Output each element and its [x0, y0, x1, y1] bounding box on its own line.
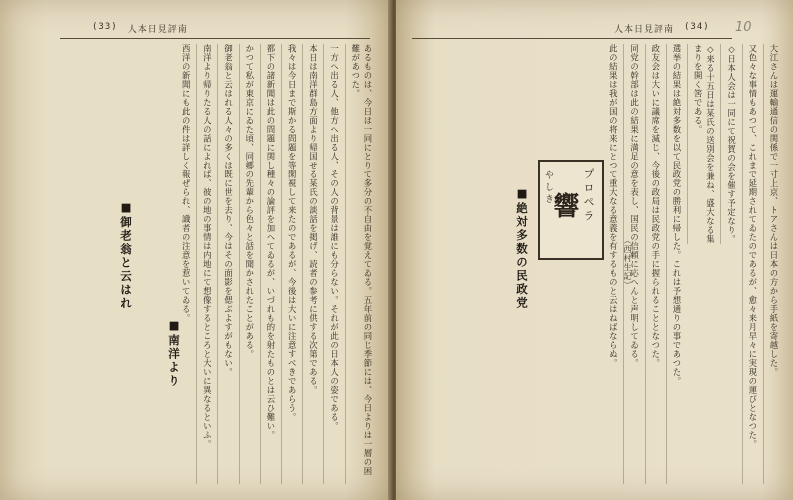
propeller-title-box — [538, 160, 604, 260]
right-page-running-title: 人本日見評南 — [614, 25, 675, 35]
left-column-7: 御老翁と云はれる人々の多くは既に世を去り、今はその面影を偲ぶよすがもない。 — [217, 44, 234, 484]
right-column-6: 政友会は大いに議席を減じ、今後の政局は民政党の手に握られることとなつた。 — [645, 44, 662, 484]
left-column-5: 都下の諸新聞は此の問題に関し種々の論評を加へてゐるが、いづれも的を射たものとは云ひ難い。 — [260, 44, 277, 484]
left-page — [0, 0, 392, 500]
right-header-rule — [412, 38, 732, 39]
heading-zettai: ■絶対多数の民政党 — [515, 186, 529, 310]
left-page-number: (33) — [92, 22, 118, 32]
left-column-2: 一方へ出る人、他方へ出る人、その人の背景は誰にも分らない。それが此の日本人の姿である。 — [323, 44, 340, 484]
author-signature: （西村生記） — [623, 236, 632, 290]
pencil-annotation: 10 — [735, 20, 752, 35]
propeller-title-line2: やしき — [543, 170, 553, 206]
heading-nanyo: ■南洋より — [167, 318, 181, 388]
left-text-columns — [24, 44, 374, 484]
right-text-columns — [410, 44, 780, 484]
left-column-9: 西洋の新聞にも此の件は詳しく報ぜられ、識者の注意を惹いてゐる。 — [181, 44, 192, 323]
right-page — [396, 0, 793, 500]
left-column-1: あるものは、今日は一同にとりて多分の不自由を覚えてゐる。五年前の同じ季節には、今日よりは一層の困難があつた。 — [345, 44, 374, 484]
left-column-8: 南洋より帰りたる人の話によれば、彼の地の事情は内地にて想像するところと大いに異なるといふ。 — [196, 44, 213, 484]
left-page-header — [92, 22, 188, 35]
left-column-3: 本日は南洋群島方面より帰国せる某氏の談話を掲げ、読者の参考に供する次第である。 — [302, 44, 319, 484]
right-column-4: ◇来る十五日は某氏の送別会を兼ね、盛大なる集まりを開く筈である。 — [687, 44, 716, 244]
right-column-7: 同党の幹部は此の結果に満足の意を表し、国民の信頼に応へんと声明してゐる。 — [623, 44, 640, 484]
right-page-header — [614, 22, 710, 35]
propeller-title-line1: プロペラ — [582, 168, 595, 224]
left-page-running-title: 人本日見評南 — [127, 25, 188, 35]
right-column-5: 選挙の結果は絶対多数を以て民政党の勝利に帰した。これは予想通りの事であつた。 — [666, 44, 683, 484]
right-column-3: ◇日本人会は一同にて祝賀の会を催す予定なり。 — [720, 44, 737, 244]
right-column-1: 大江さんは運輸通信の関係で一寸上京、トアさんは日本の方から手紙を寄越した。 — [763, 44, 780, 484]
right-column-2: 又色々な事情もあつて、これまで延期されてゐたのであるが、愈々来月早々に実現の運びとなつた。 — [742, 44, 759, 484]
left-header-rule — [60, 38, 370, 39]
propeller-title-main: 響 — [549, 192, 579, 218]
heading-gozen: ■御老翁と云はれ — [119, 200, 133, 311]
left-column-4: 我々は今日まで斯かる問題を等閑視して来たのであるが、今後は大いに注意すべきであらう。 — [281, 44, 298, 484]
right-column-8: 此の結果は我が国の将来にとつて重大なる意義を有するものと云はねばならぬ。 — [608, 44, 619, 368]
right-page-number: (34) — [684, 22, 710, 32]
left-column-6: かつて私が東京にゐた頃、同郷の先輩から色々と話を聞かされたことがある。 — [239, 44, 256, 484]
